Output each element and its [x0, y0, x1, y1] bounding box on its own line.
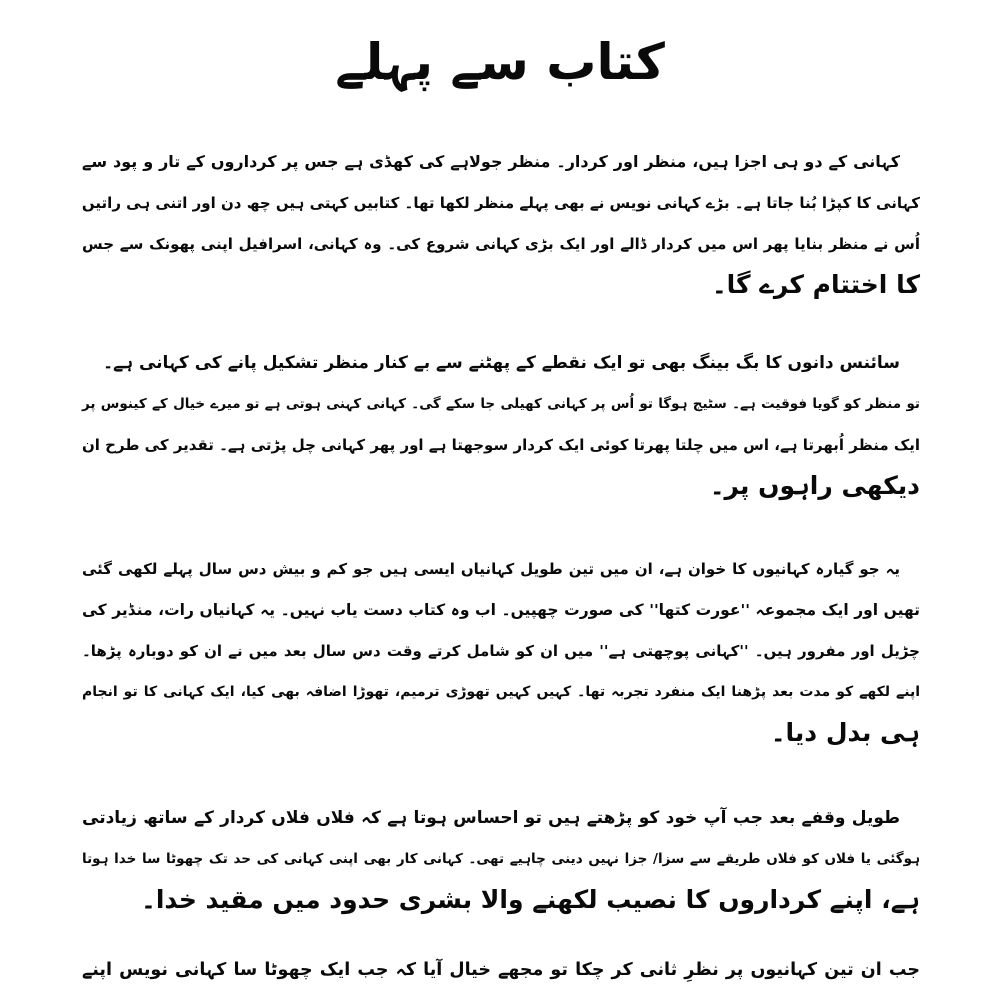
paragraph-1-line-4: کا اختتام کرے گا۔	[711, 270, 920, 299]
paragraph-4-line-3: ہے، اپنے کرداروں کا نصیب لکھنے والا بشری حدود میں مقید خدا۔	[141, 885, 920, 914]
page-title: کتاب سے پہلے	[335, 33, 665, 91]
paragraph-3-line-1: یہ جو گیارہ کہانیوں کا خوان ہے، ان میں تین طویل کہانیاں ایسی ہیں جو کم و بیش دس سال پہلے لکھی گئی	[82, 560, 900, 578]
paragraph-5-line-1: جب ان تین کہانیوں پر نظرِ ثانی کر چکا تو مجھے خیال آیا کہ جب ایک چھوٹا سا کہانی نویس اپنے	[82, 960, 920, 980]
paragraph-1-line-2: کہانی کا کپڑا بُنا جاتا ہے۔ بڑے کہانی نویس نے بھی پہلے منظر لکھا تھا۔ کتابیں کہتی ہیں چھ دن اور اتنی ہی راتیں	[81, 194, 920, 212]
paragraph-2-line-3: ایک منظر اُبھرتا ہے، اس میں چلتا پھرتا کوئی ایک کردار سوجھتا ہے اور پھر کہانی چل پڑتی ہے۔ تقدیر کی طرح ان	[82, 436, 920, 454]
paragraph-2-line-2: تو منظر کو گویا فوقیت ہے۔ سٹیج ہوگا تو اُس پر کہانی کھیلی جا سکے گی۔ کہانی کہنی ہوتی ہے تو میرے خیال کے کینوس پر	[82, 396, 920, 412]
paragraph-4-line-1: طویل وقفے بعد جب آپ خود کو پڑھتے ہیں تو احساس ہوتا ہے کہ فلاں فلاں کردار کے ساتھ زیادتی	[82, 808, 900, 828]
paragraph-3-line-4: اپنے لکھے کو مدت بعد پڑھنا ایک منفرد تجربہ تھا۔ کہیں کہیں تھوڑی ترمیم، تھوڑا اضافہ بھی کیا، ایک کہانی کا تو انجام	[82, 684, 920, 700]
paragraph-2-line-1: سائنس دانوں کا بگ بینگ بھی تو ایک نقطے کے پھٹنے سے بے کنار منظر تشکیل پانے کی کہانی ہے۔	[103, 353, 900, 373]
paragraph-4-line-2: ہوگئی یا فلاں کو فلاں طریقے سے سزا/ جزا نہیں دینی چاہیے تھی۔ کہانی کار بھی اپنی کہانی کی حد تک چھوٹا سا خدا ہوتا	[82, 851, 920, 867]
paragraph-1-line-3: اُس نے منظر بنایا پھر اس میں کردار ڈالے اور ایک بڑی کہانی شروع کی۔ وہ کہانی، اسرافیل اپنی پھونک سے جس	[82, 235, 920, 253]
paragraph-3-line-2: تھیں اور ایک مجموعہ ''عورت کتھا'' کی صورت چھپیں۔ اب وہ کتاب دست یاب نہیں۔ یہ کہانیاں رات، منڈیر کی	[82, 601, 920, 619]
paragraph-3-line-5: ہی بدل دیا۔	[770, 718, 920, 747]
paragraph-3-line-3: چڑیل اور مفرور ہیں۔ ''کہانی پوچھتی ہے'' میں ان کو شامل کرتے وقت دس سال بعد میں نے ان کو دوبارہ پڑھا۔	[82, 642, 920, 660]
paragraph-2-line-4: دیکھی راہوں پر۔	[709, 471, 920, 500]
paragraph-1-line-1: کہانی کے دو ہی اجزا ہیں، منظر اور کردار۔ منظر جولاہے کی کھڈی ہے جس پر کرداروں کے تار و پود سے	[82, 152, 900, 171]
